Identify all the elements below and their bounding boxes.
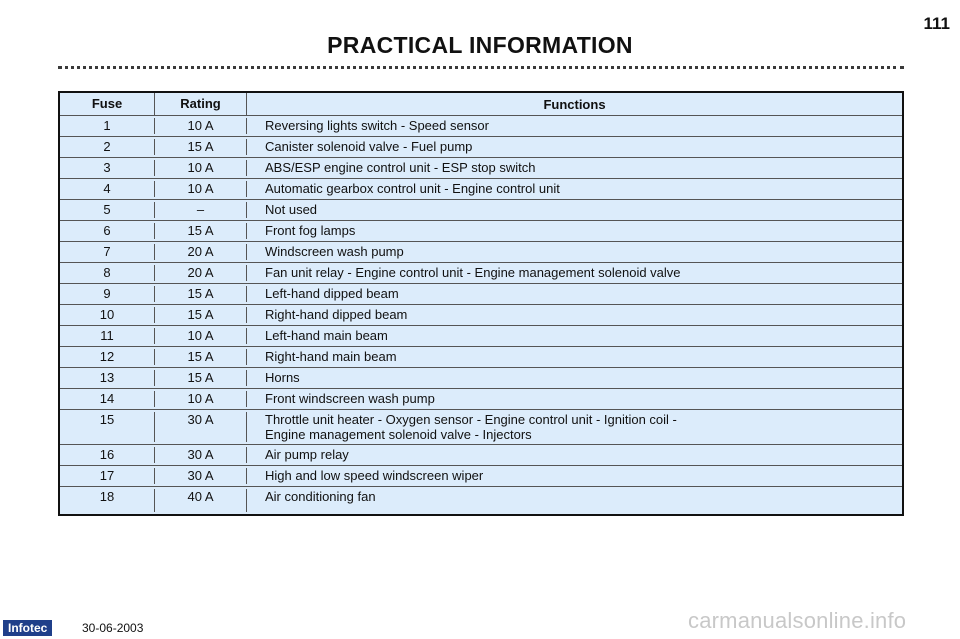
table-row bbox=[60, 347, 902, 368]
table-row bbox=[60, 200, 902, 221]
table-row bbox=[60, 368, 902, 389]
function-line: Fan unit relay - Engine control unit - Engine management solenoid valve bbox=[265, 265, 681, 280]
table-header bbox=[60, 93, 902, 116]
function-line: Air conditioning fan bbox=[265, 489, 376, 504]
cell-rating: 15 A bbox=[155, 349, 247, 365]
table-row bbox=[60, 284, 902, 305]
cell-fuse: 12 bbox=[60, 349, 155, 365]
cell-fuse: 13 bbox=[60, 370, 155, 386]
header-fuse: Fuse bbox=[60, 93, 155, 115]
cell-rating: 15 A bbox=[155, 139, 247, 155]
function-line: Left-hand dipped beam bbox=[265, 286, 399, 301]
cell-rating: 10 A bbox=[155, 181, 247, 197]
cell-fuse: 9 bbox=[60, 286, 155, 302]
cell-fuse: 17 bbox=[60, 468, 155, 484]
cell-rating: 40 A bbox=[155, 489, 247, 512]
infotec-logo: Infotec bbox=[3, 620, 52, 636]
dotted-divider bbox=[58, 66, 904, 69]
table-body bbox=[60, 116, 902, 514]
cell-functions bbox=[247, 328, 902, 344]
cell-fuse: 10 bbox=[60, 307, 155, 323]
function-line: Canister solenoid valve - Fuel pump bbox=[265, 139, 473, 154]
cell-fuse: 16 bbox=[60, 447, 155, 463]
function-line: Windscreen wash pump bbox=[265, 244, 404, 259]
function-line: Reversing lights switch - Speed sensor bbox=[265, 118, 489, 133]
cell-fuse: 14 bbox=[60, 391, 155, 407]
function-line: Throttle unit heater - Oxygen sensor - Engine control unit - Ignition coil - bbox=[265, 412, 677, 427]
table-row bbox=[60, 221, 902, 242]
cell-rating: 15 A bbox=[155, 286, 247, 302]
cell-functions bbox=[247, 244, 902, 260]
cell-functions bbox=[247, 223, 902, 239]
cell-functions bbox=[247, 349, 902, 365]
header-rating: Rating bbox=[155, 93, 247, 115]
cell-functions bbox=[247, 286, 902, 302]
table-row bbox=[60, 487, 902, 514]
function-line: ABS/ESP engine control unit - ESP stop switch bbox=[265, 160, 536, 175]
cell-fuse: 7 bbox=[60, 244, 155, 260]
function-line: Front fog lamps bbox=[265, 223, 356, 238]
footer-date: 30-06-2003 bbox=[82, 621, 144, 635]
cell-functions bbox=[247, 265, 902, 281]
cell-rating: 20 A bbox=[155, 244, 247, 260]
table-row bbox=[60, 410, 902, 445]
cell-fuse: 18 bbox=[60, 489, 155, 512]
cell-fuse: 2 bbox=[60, 139, 155, 155]
cell-rating: 10 A bbox=[155, 328, 247, 344]
cell-fuse: 6 bbox=[60, 223, 155, 239]
page-title: PRACTICAL INFORMATION bbox=[327, 32, 633, 58]
cell-fuse: 15 bbox=[60, 412, 155, 442]
table-row bbox=[60, 179, 902, 200]
function-line: Right-hand main beam bbox=[265, 349, 397, 364]
cell-rating: 15 A bbox=[155, 223, 247, 239]
cell-functions bbox=[247, 139, 902, 155]
cell-fuse: 4 bbox=[60, 181, 155, 197]
cell-functions bbox=[247, 489, 902, 512]
function-line: High and low speed windscreen wiper bbox=[265, 468, 484, 483]
page-number: 111 bbox=[923, 14, 950, 33]
table-row bbox=[60, 466, 902, 487]
cell-rating: 15 A bbox=[155, 307, 247, 323]
cell-rating: 10 A bbox=[155, 391, 247, 407]
cell-fuse: 11 bbox=[60, 328, 155, 344]
table-row bbox=[60, 445, 902, 466]
table-row bbox=[60, 242, 902, 263]
table-row bbox=[60, 116, 902, 137]
function-line: Left-hand main beam bbox=[265, 328, 388, 343]
cell-rating: 30 A bbox=[155, 468, 247, 484]
cell-rating: 10 A bbox=[155, 118, 247, 134]
header-functions: Functions bbox=[543, 96, 606, 112]
table-row bbox=[60, 389, 902, 410]
function-line: Not used bbox=[265, 202, 318, 217]
cell-rating: – bbox=[155, 202, 247, 218]
cell-functions bbox=[247, 412, 902, 442]
cell-rating: 30 A bbox=[155, 412, 247, 442]
table-row bbox=[60, 137, 902, 158]
cell-functions bbox=[247, 202, 902, 218]
cell-functions bbox=[247, 391, 902, 407]
cell-rating: 10 A bbox=[155, 160, 247, 176]
cell-functions bbox=[247, 468, 902, 484]
table-row bbox=[60, 305, 902, 326]
function-line: Air pump relay bbox=[265, 447, 349, 462]
table-row bbox=[60, 326, 902, 347]
function-line: Right-hand dipped beam bbox=[265, 307, 408, 322]
function-line: Horns bbox=[265, 370, 300, 385]
cell-functions bbox=[247, 160, 902, 176]
cell-rating: 30 A bbox=[155, 447, 247, 463]
cell-functions bbox=[247, 447, 902, 463]
watermark: carmanualsonline.info bbox=[688, 608, 907, 633]
fuse-table bbox=[58, 91, 904, 516]
cell-functions bbox=[247, 181, 902, 197]
cell-functions bbox=[247, 118, 902, 134]
cell-fuse: 8 bbox=[60, 265, 155, 281]
cell-functions bbox=[247, 307, 902, 323]
cell-rating: 15 A bbox=[155, 370, 247, 386]
function-line: Engine management solenoid valve - Injectors bbox=[265, 427, 532, 442]
cell-fuse: 1 bbox=[60, 118, 155, 134]
cell-fuse: 5 bbox=[60, 202, 155, 218]
function-line: Automatic gearbox control unit - Engine control unit bbox=[265, 181, 560, 196]
cell-functions bbox=[247, 370, 902, 386]
cell-rating: 20 A bbox=[155, 265, 247, 281]
function-line: Front windscreen wash pump bbox=[265, 391, 435, 406]
cell-fuse: 3 bbox=[60, 160, 155, 176]
table-row bbox=[60, 263, 902, 284]
table-row bbox=[60, 158, 902, 179]
